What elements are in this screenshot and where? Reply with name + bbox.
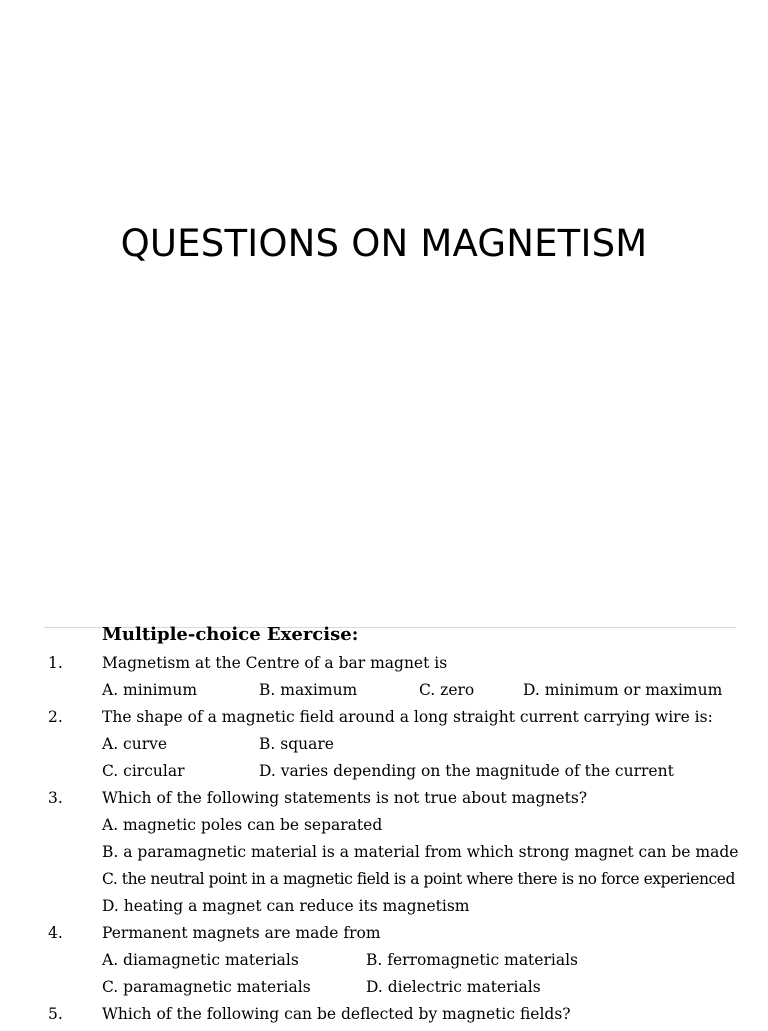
question-2-options-row2 xyxy=(0,762,768,788)
question-text: Which of the following statements is not true about magnets? xyxy=(102,789,588,807)
option-a: A. curve xyxy=(102,735,168,753)
question-4 xyxy=(0,924,768,950)
exercise-heading: Multiple-choice Exercise: xyxy=(102,624,359,645)
question-4-options-row1 xyxy=(0,951,768,977)
question-5 xyxy=(0,1005,768,1031)
question-2-options-row1 xyxy=(0,735,768,761)
question-number: 4. xyxy=(48,924,63,942)
question-4-options-row2 xyxy=(0,978,768,1004)
option-a: A. magnetic poles can be separated xyxy=(102,816,383,834)
question-3-option-a xyxy=(0,816,768,842)
option-a: A. minimum xyxy=(102,681,198,699)
option-c: C. zero xyxy=(419,681,475,699)
question-text: The shape of a magnetic field around a long straight current carrying wire is: xyxy=(102,708,713,726)
option-c: C. paramagnetic materials xyxy=(102,978,311,996)
question-3-option-b xyxy=(0,843,768,869)
question-number: 3. xyxy=(48,789,63,807)
page-title: QUESTIONS ON MAGNETISM xyxy=(120,222,648,265)
question-number: 1. xyxy=(48,654,63,672)
option-c: C. circular xyxy=(102,762,185,780)
question-3-option-c xyxy=(0,870,768,896)
option-c: C. the neutral point in a magnetic field is a point where there is no force experienced xyxy=(102,870,735,888)
question-1-options xyxy=(0,681,768,707)
question-number: 2. xyxy=(48,708,63,726)
question-text: Magnetism at the Centre of a bar magnet is xyxy=(102,654,448,672)
option-b: B. a paramagnetic material is a material from which strong magnet can be made xyxy=(102,843,739,861)
option-d: D. dielectric materials xyxy=(366,978,541,996)
question-1 xyxy=(0,654,768,680)
question-number: 5. xyxy=(48,1005,63,1023)
question-3 xyxy=(0,789,768,815)
question-3-option-d xyxy=(0,897,768,923)
question-text: Permanent magnets are made from xyxy=(102,924,381,942)
option-d: D. varies depending on the magnitude of the current xyxy=(259,762,674,780)
option-d: D. heating a magnet can reduce its magnetism xyxy=(102,897,470,915)
option-b: B. ferromagnetic materials xyxy=(366,951,578,969)
option-b: B. maximum xyxy=(259,681,358,699)
question-text: Which of the following can be deflected by magnetic fields? xyxy=(102,1005,571,1023)
option-b: B. square xyxy=(259,735,334,753)
question-2 xyxy=(0,708,768,734)
option-d: D. minimum or maximum xyxy=(523,681,723,699)
option-a: A. diamagnetic materials xyxy=(102,951,299,969)
